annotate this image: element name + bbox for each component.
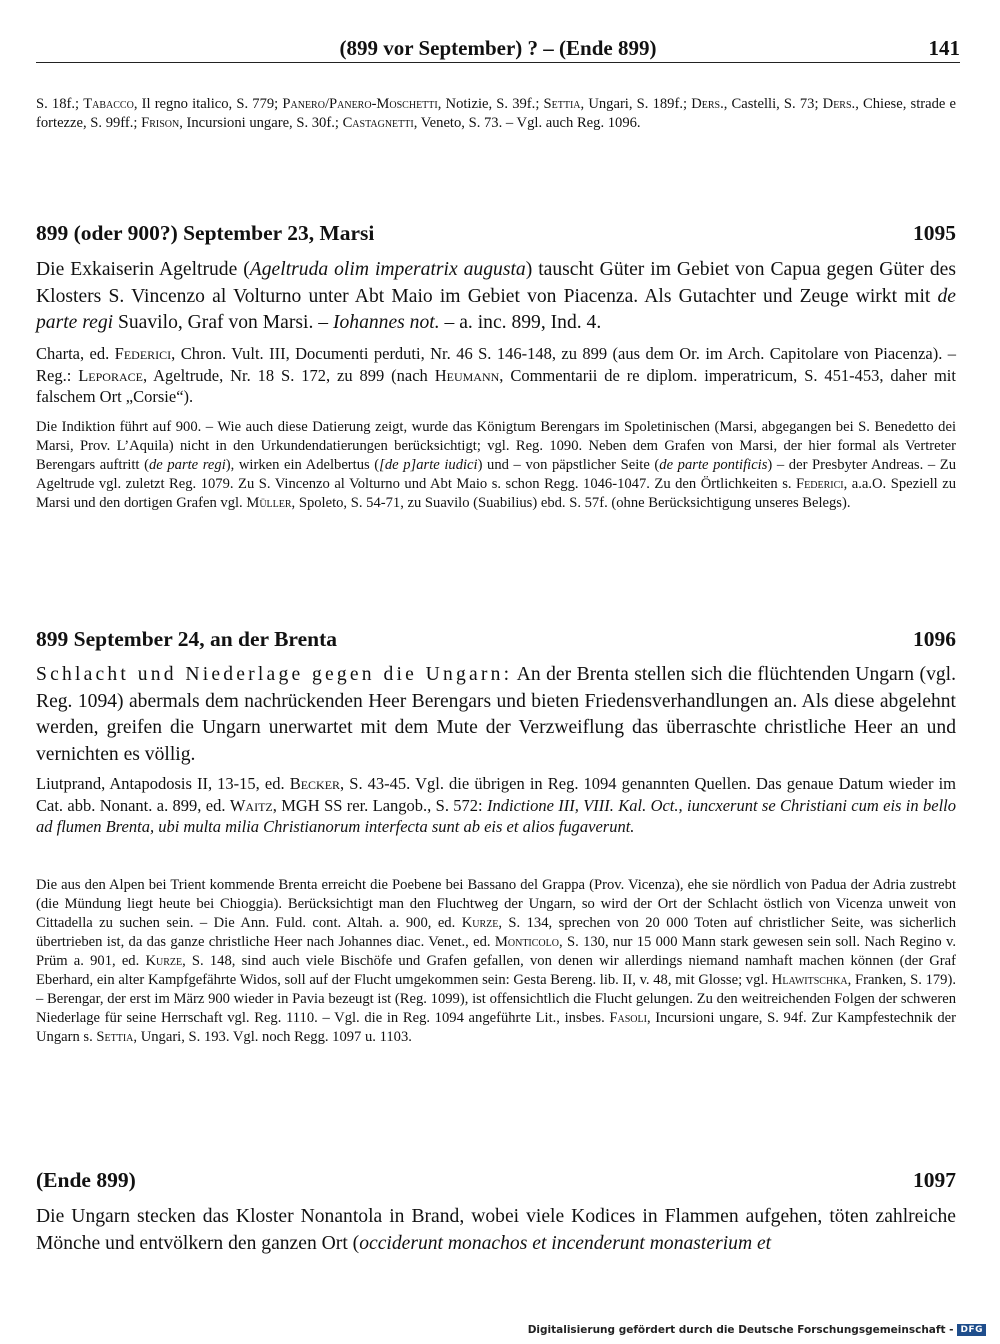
- text: ) – der Presbyter Andreas. – Zu Ageltrude vgl. zuletzt Reg. 1079. Zu S. Vincenzo al Volturno und Abt Maio s. schon Regg. 1046-1047. Zu den Örtlichkeiten s.: [36, 457, 957, 492]
- entry-date: (Ende 899): [36, 1168, 136, 1192]
- author-name: Ders.: [822, 96, 856, 112]
- text: , a.a.O. Speziell zu Marsi und den dortigen Grafen vgl.: [36, 476, 956, 511]
- entry-regest-1096: [36, 662, 956, 768]
- latin-quote: occiderunt monachos et incenderunt monasterium et: [359, 1232, 772, 1254]
- text: Die Exkaiserin Ageltrude (: [36, 259, 250, 280]
- entry-heading-1097: [36, 1168, 956, 1196]
- text: Suavilo, Graf von Marsi. –: [113, 312, 333, 333]
- latin-quote: de parte regi: [148, 457, 226, 473]
- text: , MGH SS rer. Langob., S. 572:: [272, 795, 487, 815]
- author-name: Federici: [114, 344, 172, 363]
- author-name: Panero/Panero-Moschetti: [282, 96, 438, 112]
- author-name: Kurze: [461, 915, 499, 931]
- page-number: 141: [928, 36, 960, 60]
- latin-quote: de parte pontificis: [659, 457, 768, 473]
- text: S. 18f.;: [36, 96, 84, 112]
- author-name: Settia: [543, 96, 581, 112]
- text: , S. 43-45. Vgl. die übrigen in Reg. 1094 genannten Quellen. Das genaue Datum wieder im Cat. abb. Nonant. a. 899, ed.: [36, 774, 956, 815]
- text: Die aus den Alpen bei Trient kommende Brenta erreicht die Poebene bei Bassano del Grappa (Prov. Vicenza), ehe sie nördlich von Padua der Adria zustrebt (die Mündung liegt heute bei Chioggia). Berücksichtigt man den Fluchtweg der Ungarn, so wird der Ort der Schlacht östlich von Vicenza unweit von Cittadella zu suchen sein. – Die Ann. Fuld. cont. Altah. a. 900, ed.: [36, 877, 956, 931]
- entry-regest-1095: [36, 257, 956, 337]
- text: , Chron. Vult. III, Documenti perduti, Nr. 46 S. 146-148, zu 899 (aus dem Or. im Arch. Capitolare von Piacenza). – Reg.:: [36, 344, 957, 385]
- latin-quote: Iohannes not.: [332, 312, 440, 333]
- author-name: Castagnetti: [342, 115, 414, 131]
- regest-caption: Schlacht und Niederlage gegen die Ungarn:: [36, 664, 513, 685]
- text: , Notizie, S. 39f.;: [437, 96, 544, 112]
- dfg-logo: DFG: [957, 1324, 986, 1336]
- author-name: Federici: [796, 476, 844, 492]
- text: , Franken, S. 179). – Berengar, der erst im März 900 wieder in Pavia bezeugt ist (Reg. 1099), ist offensichtlich die Flucht gelungen. Zu den weitreichenden Folgen der schweren Niederlage für seine Herrschaft vgl. Reg. 1110. – Vgl. die in Reg. 1094 angeführte Lit., insbes.: [36, 972, 956, 1026]
- latin-quote: Indictione III, VIII. Kal. Oct., iuncxerunt se Christiani cum eis in bello ad flumen Brenta, ubi multa milia Christianorum interfecta sunt ab eis et alios fugaverunt.: [36, 795, 956, 836]
- entry-number: 1097: [913, 1168, 956, 1192]
- footer-text: Digitalisierung gefördert durch die Deutsche Forschungsgemeinschaft -: [527, 1324, 954, 1336]
- author-name: Ders.: [691, 96, 724, 112]
- text: , Veneto, S. 73. – Vgl. auch Reg. 1096.: [413, 115, 641, 131]
- author-name: Waitz: [229, 795, 273, 815]
- page-title: (899 vor September) ? – (Ende 899): [339, 36, 657, 60]
- latin-quote: Ageltruda olim imperatrix augusta: [249, 259, 526, 280]
- entry-date: 899 September 24, an der Brenta: [36, 627, 337, 651]
- entry-regest-1097: [36, 1204, 956, 1257]
- text: Die Indiktion führt auf 900. – Wie auch diese Datierung zeigt, wurde das Königtum Berengars im Spoletinischen (Marsi, abgegangen bei S. Benedetto dei Marsi, Prov. L’Aquila) nicht in den Urkundendatierungen berücksichtigt; vgl. Reg. 1090. Neben dem Grafen von Marsi, der hier formal als Vertreter Berengars auftritt (: [36, 419, 956, 473]
- text: , Chiese, strade e fortezze, S. 99ff.;: [36, 96, 956, 131]
- text: Die Ungarn stecken das Kloster Nonantola in Brand, wobei viele Kodices in Flammen aufgehen, töten zahlreiche Mönche und entvölkern den ganzen Ort (: [36, 1206, 956, 1254]
- text: , Castelli, S. 73;: [723, 96, 823, 112]
- text: ), wirken ein Adelbertus (: [225, 457, 380, 473]
- author-name: Frison: [141, 115, 180, 131]
- entry-number: 1096: [913, 627, 956, 651]
- text: , Commentarii de re diplom. imperatricum, S. 451-453, daher mit falschem Ort „Corsie“).: [36, 365, 956, 406]
- text: ) tauscht Güter im Gebiet von Capua gegen Güter des Klosters S. Vincenzo al Volturno unter Abt Maio im Gebiet von Piacenza. Als Gutachter und Zeuge wirkt mit: [36, 259, 956, 307]
- text: , S. 148, sind auch viele Bischöfe und Grafen gefallen, von denen wir allerdings niemand namhaft machen können (der Graf Eberhard, ein alter Kampfgefährte Widos, soll auf der Flucht umgekommen sein: Gesta Bereng. lib. II, v. 48, mit Glosse; vgl.: [36, 953, 956, 988]
- previous-entry-references: [36, 95, 956, 133]
- text: , Ungari, S. 193. Vgl. noch Regg. 1097 u. 1103.: [133, 1029, 412, 1045]
- digitization-footer: [528, 1322, 986, 1338]
- entry-commentary-1096: [36, 876, 956, 1047]
- entry-sources-1095: [36, 343, 956, 408]
- author-name: Müller: [246, 495, 292, 511]
- author-name: Leporace: [78, 365, 143, 385]
- text: , Spoleto, S. 54-71, zu Suavilo (Suabilius) ebd. S. 57f. (ohne Berücksichtigung unseres Belegs).: [291, 495, 851, 511]
- author-name: Fasoli: [609, 1010, 647, 1026]
- author-name: Settia: [96, 1029, 134, 1045]
- text: Liutprand, Antapodosis II, 13-15, ed.: [36, 774, 290, 793]
- author-name: Heumann: [434, 365, 500, 385]
- entry-commentary-1095: [36, 418, 956, 513]
- running-head: [36, 34, 960, 63]
- entry-heading-1095: [36, 221, 956, 249]
- author-name: Monticolo: [494, 934, 559, 950]
- author-name: Tabacco: [83, 96, 134, 112]
- text: , Il regno italico, S. 779;: [133, 96, 283, 112]
- text: – a. inc. 899, Ind. 4.: [439, 312, 602, 333]
- author-name: Becker: [289, 774, 341, 793]
- text: An der Brenta stellen sich die flüchtenden Ungarn (vgl. Reg. 1094) abermals dem nachrückenden Heer Berengars und bieten Friedensverhandlungen an. Als diese abgelehnt werden, greifen die Ungarn unerwartet mit dem Mute der Verzweiflung das überraschte christliche Heer an und vernichten es völlig.: [36, 664, 957, 765]
- entry-number: 1095: [913, 221, 956, 245]
- text: ) und – von päpstlicher Seite (: [477, 457, 660, 473]
- text: , Incursioni ungare, S. 30f.;: [179, 115, 343, 131]
- entry-heading-1096: [36, 627, 956, 655]
- entry-date: 899 (oder 900?) September 23, Marsi: [36, 221, 375, 245]
- entry-sources-1096: [36, 773, 956, 838]
- latin-quote: de parte regi: [36, 285, 956, 333]
- author-name: Hlawitschka: [771, 972, 848, 988]
- latin-quote: [de p]arte iudici: [379, 457, 478, 473]
- text: , S. 130, nur 15 000 Mann stark gewesen sein soll. Nach Regino v. Prüm a. 901, ed.: [36, 934, 956, 969]
- text: Charta, ed.: [36, 344, 115, 363]
- text: , Ageltrude, Nr. 18 S. 172, zu 899 (nach: [142, 365, 435, 385]
- author-name: Kurze: [145, 953, 183, 969]
- text: , Ungari, S. 189f.;: [580, 96, 692, 112]
- text: , Incursioni ungare, S. 94f. Zur Kampfestechnik der Ungarn s.: [36, 1010, 956, 1045]
- text: , S. 134, sprechen von 20 000 Toten auf christlicher Seite, was sicherlich übertrieben ist, da das ganze christliche Heer nach Johannes diac. Venet., ed.: [36, 915, 956, 950]
